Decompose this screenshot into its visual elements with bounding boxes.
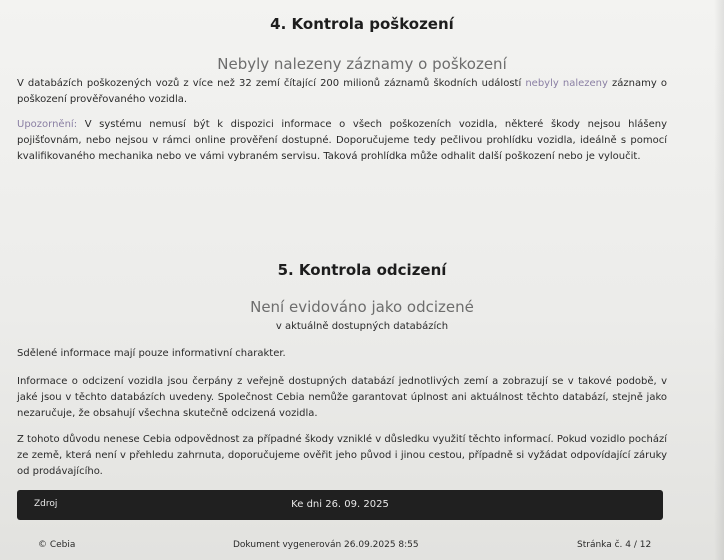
note-text: V systému nemusí být k dispozici informace o všech poškozeních vozidla, některé škody nejsou hlášeny pojišťovnám, nebo nejsou v rámci online prověření dostupné. Doporučujeme tedy pečlivou prohlídku vozidla, ideálně s pomocí kvalifikovaného mechanika nebo ve vámi vybraném servisu. Taková prohlídka může odhalit další poškození nebo je vyloučit. (17, 119, 667, 162)
source-label: Zdroj (34, 499, 58, 509)
section-5-paragraph-2: Informace o odcizení vozidla jsou čerpány z veřejně dostupných databází jednotlivých zemí a zobrazují se v takové podobě, v jaké jsou v těchto databázích uvedeny. Společnost Cebia nemůže garantovat úplnost ani aktuálnost těchto databází, stejně jako nezaručuje, že obsahují všechna skutečně odcizená vozidla. (17, 376, 667, 419)
section-5-subheading: Není evidováno jako odcizené (250, 298, 474, 316)
section-4-paragraph-end: záznamy o poškození prověřovaného vozidla. (17, 78, 668, 105)
section-4-subheading: Nebyly nalezeny záznamy o poškození (217, 55, 507, 73)
section-5-heading: 5. Kontrola odcizení (277, 261, 447, 279)
source-bar (17, 490, 663, 520)
page-number: Stránka č. 4 / 12 (577, 540, 652, 550)
note-label: Upozornění: (17, 119, 78, 130)
section-4-heading: 4. Kontrola poškození (270, 15, 454, 33)
source-date: Ke dni 26. 09. 2025 (291, 499, 389, 510)
not-found-highlight: nebyly nalezeny (525, 78, 608, 89)
section-5-paragraph-1: Sdělené informace mají pouze informativní charakter. (17, 348, 286, 359)
section-4-paragraph (17, 76, 667, 108)
section-4-note (17, 117, 667, 165)
section-4-paragraph-start: V databázích poškozených vozů z více než 32 zemí čítající 200 milionů záznamů škodních událostí (17, 78, 522, 89)
section-5-subnote: v aktuálně dostupných databázích (275, 321, 449, 332)
section-5-paragraph-3: Z tohoto důvodu nenese Cebia odpovědnost za případné škody vzniklé v důsledku využití těchto informací. Pokud vozidlo pochází ze země, která není v přehledu zahrnuta, doporučujeme ověřit jeho původ i jinou cestou, případně si vyžádat odpovídající záruky od prodávajícího. (17, 434, 667, 477)
copyright: © Cebia (38, 540, 76, 550)
generated-date: Dokument vygenerován 26.09.2025 8:55 (233, 540, 419, 550)
page-edge-shadow (714, 0, 724, 560)
